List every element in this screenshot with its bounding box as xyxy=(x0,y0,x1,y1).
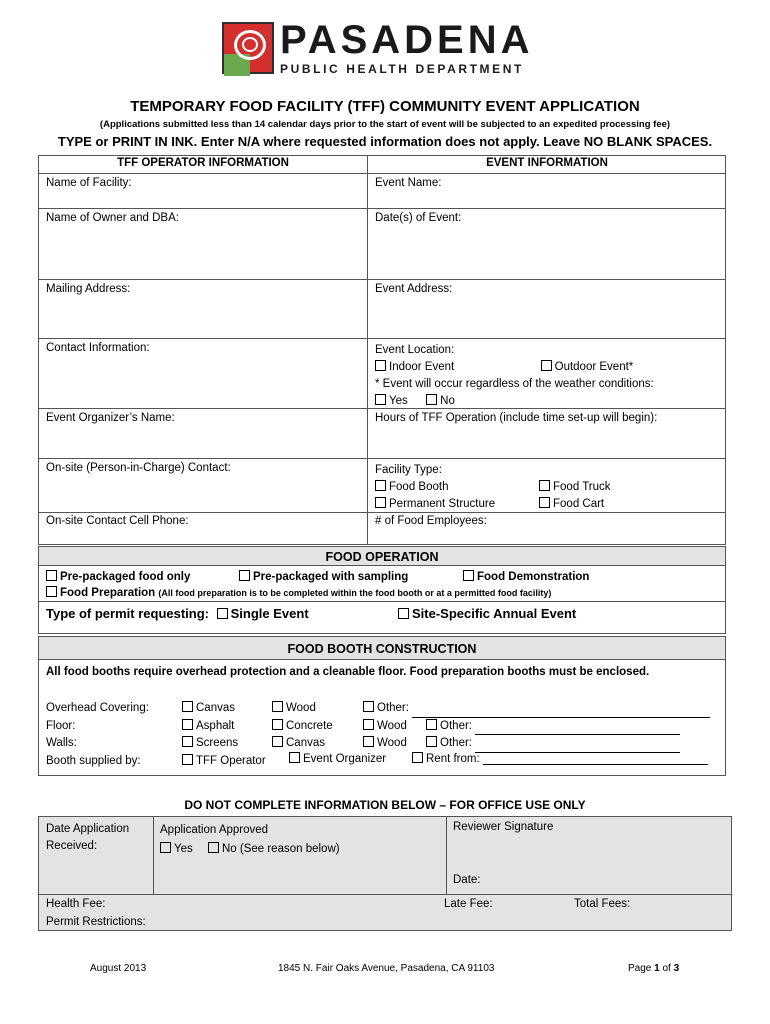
walls-canvas-label: Canvas xyxy=(286,737,325,749)
facility-type xyxy=(368,460,726,515)
floor-other-checkbox[interactable] xyxy=(426,719,437,730)
food-truck-label: Food Truck xyxy=(553,481,611,493)
approved-no-label: No (See reason below) xyxy=(221,843,340,855)
annual-checkbox[interactable] xyxy=(398,608,409,619)
contact-info-field[interactable]: Contact Information: xyxy=(46,342,150,354)
walls-screens-checkbox[interactable] xyxy=(182,736,193,747)
preparation-label: Food Preparation xyxy=(60,587,156,599)
brand-name: PASADENA xyxy=(280,18,534,62)
overhead-other-checkbox[interactable] xyxy=(363,701,374,712)
prepackaged-sampling-option xyxy=(232,568,415,585)
reviewer-signature: Reviewer Signature xyxy=(453,821,554,833)
approved-yes-label: Yes xyxy=(174,843,193,855)
permanent-structure-checkbox[interactable] xyxy=(375,497,386,508)
floor-concrete-checkbox[interactable] xyxy=(272,719,283,730)
weather-yes-checkbox[interactable] xyxy=(375,394,386,405)
brand-subtitle: PUBLIC HEALTH DEPARTMENT xyxy=(280,62,524,76)
indoor-checkbox[interactable] xyxy=(375,360,386,371)
date-received-line-1: Date Application xyxy=(46,823,130,835)
floor-asphalt-label: Asphalt xyxy=(196,719,235,732)
floor-asphalt-checkbox[interactable] xyxy=(182,719,193,730)
event-location-label: Event Location: xyxy=(375,344,455,356)
page-subtitle: (Applications submitted less than 14 calendar days prior to the start of event will be subjected to an expedited processing fee) xyxy=(99,119,671,130)
supplied-label: Booth supplied by: xyxy=(46,754,141,767)
prepackaged-checkbox[interactable] xyxy=(46,570,57,581)
floor-other-label: Other: xyxy=(440,719,473,732)
walls-other-label: Other: xyxy=(440,737,473,749)
employees-field[interactable]: # of Food Employees: xyxy=(375,515,487,527)
rent-from-label: Rent from: xyxy=(426,753,480,765)
event-location xyxy=(368,340,661,412)
application-approved xyxy=(153,819,347,861)
page-prefix: Page xyxy=(628,963,652,974)
single-event-checkbox[interactable] xyxy=(217,608,228,619)
operator-heading: TFF OPERATOR INFORMATION xyxy=(117,157,289,169)
food-truck-checkbox[interactable] xyxy=(539,480,550,491)
footer-date: August 2013 xyxy=(90,963,147,974)
hours-field[interactable]: Hours of TFF Operation (include time set-up will begin): xyxy=(375,412,658,424)
overhead-canvas-checkbox[interactable] xyxy=(182,701,193,712)
floor-wood-label: Wood xyxy=(377,719,407,732)
demonstration-option xyxy=(456,568,596,585)
rent-from-checkbox[interactable] xyxy=(412,752,423,763)
health-fee: Health Fee: xyxy=(46,898,106,910)
approved-no-checkbox[interactable] xyxy=(208,842,219,853)
single-event-label: Single Event xyxy=(230,606,309,621)
mailing-address-field[interactable]: Mailing Address: xyxy=(46,283,131,295)
overhead-label: Overhead Covering: xyxy=(46,702,149,714)
annual-option xyxy=(391,604,583,623)
indoor-label: Indoor Event xyxy=(389,361,455,373)
office-use-heading: DO NOT COMPLETE INFORMATION BELOW – FOR OFFICE USE ONLY xyxy=(184,798,586,812)
event-heading: EVENT INFORMATION xyxy=(486,157,608,169)
tff-operator-label: TFF Operator xyxy=(196,754,266,767)
food-operation-section xyxy=(38,546,726,634)
outdoor-label: Outdoor Event* xyxy=(554,361,634,373)
facility-type-label: Facility Type: xyxy=(375,464,442,476)
facility-name-field[interactable]: Name of Facility: xyxy=(46,177,132,189)
preparation-option xyxy=(39,584,558,601)
overhead-wood-label: Wood xyxy=(286,702,316,714)
booth-col-1 xyxy=(175,698,273,772)
prepackaged-option xyxy=(39,568,197,585)
overhead-other-label: Other: xyxy=(377,702,409,714)
food-operation-heading: FOOD OPERATION xyxy=(325,550,439,564)
prepackaged-sampling-checkbox[interactable] xyxy=(239,570,250,581)
permit-type xyxy=(39,604,316,623)
floor-concrete-label: Concrete xyxy=(286,719,333,732)
demonstration-checkbox[interactable] xyxy=(463,570,474,581)
date-received-line-2: Received: xyxy=(46,840,98,852)
permit-restrictions: Permit Restrictions: xyxy=(46,916,146,928)
tff-operator-checkbox[interactable] xyxy=(182,754,193,765)
info-grid xyxy=(38,155,726,545)
event-organizer-label: Event Organizer xyxy=(303,753,387,765)
approved-label: Application Approved xyxy=(160,824,269,836)
booth-col-3 xyxy=(356,698,726,755)
owner-dba-field[interactable]: Name of Owner and DBA: xyxy=(46,212,179,224)
weather-note: * Event will occur regardless of the weather conditions: xyxy=(375,378,654,390)
date-received xyxy=(39,819,136,857)
onsite-contact-field[interactable]: On-site (Person-in-Charge) Contact: xyxy=(46,462,231,474)
walls-screens-label: Screens xyxy=(196,737,239,749)
booth-note: All food booths require overhead protection and a cleanable floor. Food preparation booths must be enclosed. xyxy=(46,666,650,678)
food-cart-label: Food Cart xyxy=(553,498,605,510)
cell-phone-field[interactable]: On-site Contact Cell Phone: xyxy=(46,515,189,527)
late-fee: Late Fee: xyxy=(444,898,493,910)
prepackaged-label: Pre-packaged food only xyxy=(60,571,191,583)
prepackaged-sampling-label: Pre-packaged with sampling xyxy=(253,571,409,583)
preparation-checkbox[interactable] xyxy=(46,586,57,597)
preparation-note: (All food preparation is to be completed within the food booth or at a permitted food facility) xyxy=(158,588,552,598)
food-booth-label: Food Booth xyxy=(389,481,449,493)
walls-canvas-checkbox[interactable] xyxy=(272,736,283,747)
floor-wood-checkbox[interactable] xyxy=(363,719,374,730)
booth-col-2 xyxy=(265,698,340,755)
food-booth-checkbox[interactable] xyxy=(375,480,386,491)
permit-type-label: Type of permit requesting: xyxy=(46,606,209,621)
event-address-field[interactable]: Event Address: xyxy=(375,283,453,295)
booth-section xyxy=(38,636,726,776)
permanent-structure-label: Permanent Structure xyxy=(389,498,496,510)
overhead-other-input[interactable] xyxy=(412,706,710,718)
weather-no-label: No xyxy=(440,395,455,407)
event-organizer-checkbox[interactable] xyxy=(289,752,300,763)
event-name-field[interactable]: Event Name: xyxy=(375,177,442,189)
booth-heading: FOOD BOOTH CONSTRUCTION xyxy=(287,642,477,656)
office-use-section xyxy=(38,816,732,931)
annual-label: Site-Specific Annual Event xyxy=(412,606,577,621)
overhead-canvas-label: Canvas xyxy=(196,702,235,714)
walls-wood-label: Wood xyxy=(377,737,407,749)
total-fees: Total Fees: xyxy=(574,898,631,910)
walls-label: Walls: xyxy=(46,737,77,749)
walls-other-checkbox[interactable] xyxy=(426,736,437,747)
floor-label: Floor: xyxy=(46,719,76,732)
page-total: 3 xyxy=(673,963,680,974)
outdoor-checkbox[interactable] xyxy=(541,360,552,371)
food-cart-checkbox[interactable] xyxy=(539,497,550,508)
page-of: of xyxy=(662,963,671,974)
event-dates-field[interactable]: Date(s) of Event: xyxy=(375,212,462,224)
demonstration-label: Food Demonstration xyxy=(477,571,590,583)
footer-address: 1845 N. Fair Oaks Avenue, Pasadena, CA 91103 xyxy=(278,963,495,974)
overhead-wood-checkbox[interactable] xyxy=(272,701,283,712)
weather-no-checkbox[interactable] xyxy=(426,394,437,405)
page-number: 1 xyxy=(654,963,660,974)
rent-from-input[interactable] xyxy=(483,753,708,765)
booth-row-labels xyxy=(39,698,156,772)
weather-yes-label: Yes xyxy=(389,395,408,407)
organizer-name-field[interactable]: Event Organizer’s Name: xyxy=(46,412,175,424)
footer-page xyxy=(628,963,679,974)
floor-other-input[interactable] xyxy=(475,723,680,735)
instructions: TYPE or PRINT IN INK. Enter N/A where requested information does not apply. Leave NO BLANK SPACES. xyxy=(57,134,713,149)
rose-logo-icon xyxy=(222,22,274,74)
approved-yes-checkbox[interactable] xyxy=(160,842,171,853)
rent-from-option xyxy=(405,750,715,767)
walls-wood-checkbox[interactable] xyxy=(363,736,374,747)
page-title: TEMPORARY FOOD FACILITY (TFF) COMMUNITY EVENT APPLICATION xyxy=(130,98,640,115)
review-date: Date: xyxy=(453,874,481,886)
